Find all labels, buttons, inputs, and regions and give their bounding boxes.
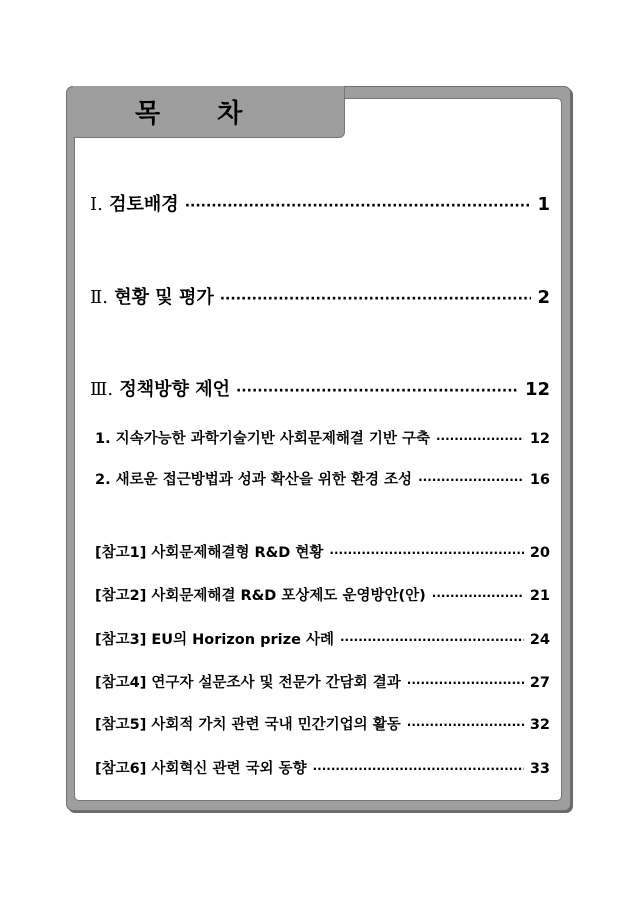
reference-title: [참고6] 사회혁신 관련 국외 동향 (95, 761, 307, 777)
toc-chapter-1[interactable] (90, 190, 550, 216)
page-number: 16 (529, 472, 550, 488)
chapter-title: 검토배경 (109, 194, 179, 215)
page-number: 2 (537, 287, 550, 308)
page-number: 12 (529, 431, 550, 447)
toc-reference-6[interactable] (95, 757, 550, 778)
toc-chapter-3[interactable] (90, 375, 550, 401)
chapter-number: Ⅱ. (90, 287, 108, 308)
reference-title: [참고4] 연구자 설문조사 및 전문가 간담회 결과 (95, 675, 401, 691)
dot-leader (236, 383, 519, 399)
chapter-number: Ⅲ. (90, 379, 114, 400)
page-number: 32 (529, 717, 550, 733)
page-number: 33 (529, 761, 550, 777)
toc-reference-2[interactable] (95, 584, 550, 605)
dot-leader (340, 633, 524, 647)
toc-reference-1[interactable] (95, 541, 550, 562)
toc-reference-5[interactable] (95, 713, 550, 734)
toc-section-1[interactable] (95, 427, 550, 448)
page-number: 12 (524, 379, 550, 400)
reference-title: [참고2] 사회문제해결 R&D 포상제도 운영방안(안) (95, 588, 426, 604)
dot-leader (432, 589, 524, 603)
page-number: 1 (537, 194, 550, 215)
section-title: 2. 새로운 접근방법과 성과 확산을 위한 환경 조성 (95, 472, 413, 488)
dot-leader (407, 718, 524, 732)
toc-section-2[interactable] (95, 468, 550, 489)
reference-title: [참고5] 사회적 가치 관련 국내 민간기업의 활동 (95, 717, 401, 733)
page-number: 27 (529, 675, 550, 691)
dot-leader (220, 291, 532, 307)
dot-leader (329, 546, 523, 560)
dot-leader (418, 473, 524, 487)
dot-leader (313, 762, 524, 776)
chapter-title: 정책방향 제언 (119, 379, 230, 400)
toc-reference-3[interactable] (95, 628, 550, 649)
page-number: 24 (529, 632, 550, 648)
section-title: 1. 지속가능한 과학기술기반 사회문제해결 기반 구축 (95, 431, 430, 447)
chapter-number: Ⅰ. (90, 194, 103, 215)
page-number: 21 (529, 588, 550, 604)
dot-leader (436, 432, 524, 446)
page-title: 목 차 (135, 99, 267, 129)
chapter-title: 현황 및 평가 (114, 287, 214, 308)
dot-leader (407, 676, 524, 690)
toc-chapter-2[interactable] (90, 283, 550, 309)
reference-title: [참고3] EU의 Horizon prize 사례 (95, 632, 334, 648)
reference-title: [참고1] 사회문제해결형 R&D 현황 (95, 545, 324, 561)
dot-leader (185, 198, 532, 214)
page-number: 20 (529, 545, 550, 561)
toc-reference-4[interactable] (95, 671, 550, 692)
